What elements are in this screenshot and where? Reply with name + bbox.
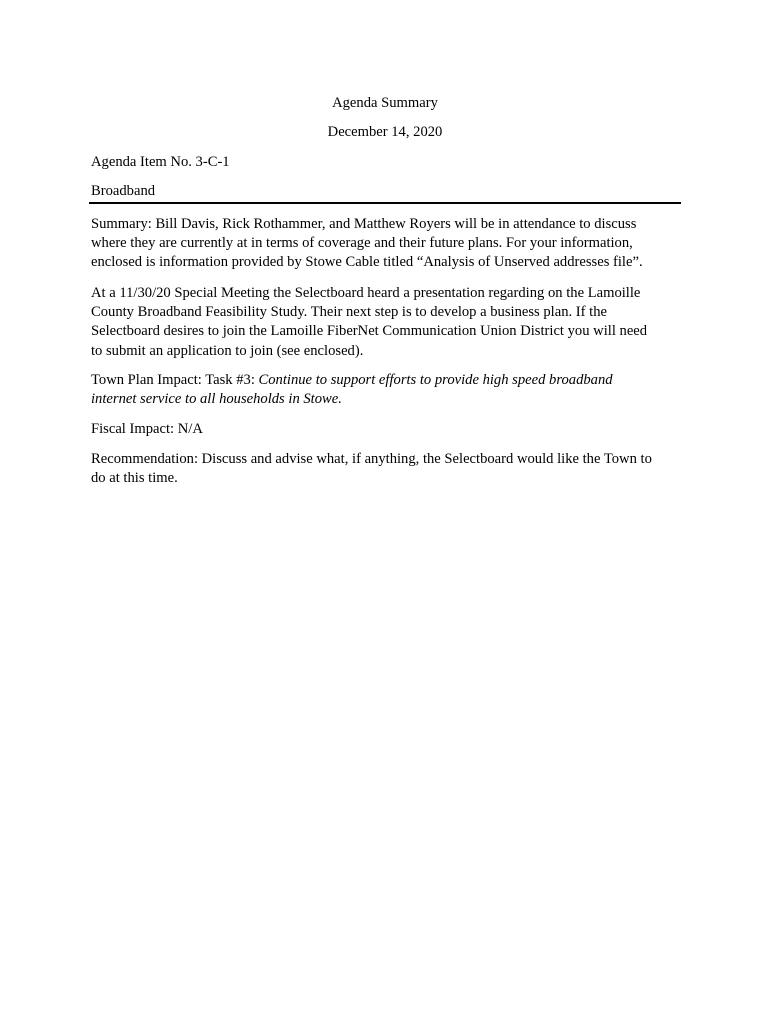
- summary-line: Summary: Bill Davis, Rick Rothammer, and Matthew Royers will be in attendance to discuss: [91, 216, 637, 232]
- recommendation-line: Recommendation: Discuss and advise what, if anything, the Selectboard would like the Town to: [91, 451, 652, 467]
- agenda-item-subject: Broadband: [91, 183, 156, 199]
- document-date: December 14, 2020: [327, 124, 443, 140]
- town-plan-paragraph: [91, 371, 681, 409]
- recommendation-line: do at this time.: [91, 470, 178, 487]
- recommendation-paragraph: [91, 450, 681, 488]
- town-plan-task: Continue to support efforts to provide high speed broadband: [258, 372, 613, 388]
- document-title: Agenda Summary: [332, 95, 438, 111]
- town-plan-line: [91, 371, 681, 390]
- section-divider: [89, 202, 681, 204]
- summary-paragraph: [91, 215, 681, 273]
- town-plan-task-continued: internet service to all households in Stowe.: [91, 391, 342, 408]
- meeting-line: to submit an application to join (see enclosed).: [91, 342, 364, 359]
- meeting-paragraph: [91, 284, 681, 361]
- town-plan-label: Town Plan Impact: Task #3:: [91, 372, 259, 388]
- meeting-line: Selectboard desires to join the Lamoille FiberNet Communication Union District you will need: [91, 323, 648, 340]
- fiscal-impact-text: Fiscal Impact: N/A: [91, 421, 203, 437]
- meeting-line: County Broadband Feasibility Study. Their next step is to develop a business plan. If the: [91, 304, 607, 321]
- fiscal-impact: [91, 420, 681, 439]
- summary-line: where they are currently at in terms of coverage and their future plans. For your information,: [91, 235, 633, 252]
- meeting-line: At a 11/30/20 Special Meeting the Selectboard heard a presentation regarding on the Lamoille: [91, 285, 641, 301]
- summary-line: enclosed is information provided by Stowe Cable titled “Analysis of Unserved addresses file”.: [91, 254, 643, 271]
- agenda-item-number: Agenda Item No. 3-C-1: [91, 154, 230, 170]
